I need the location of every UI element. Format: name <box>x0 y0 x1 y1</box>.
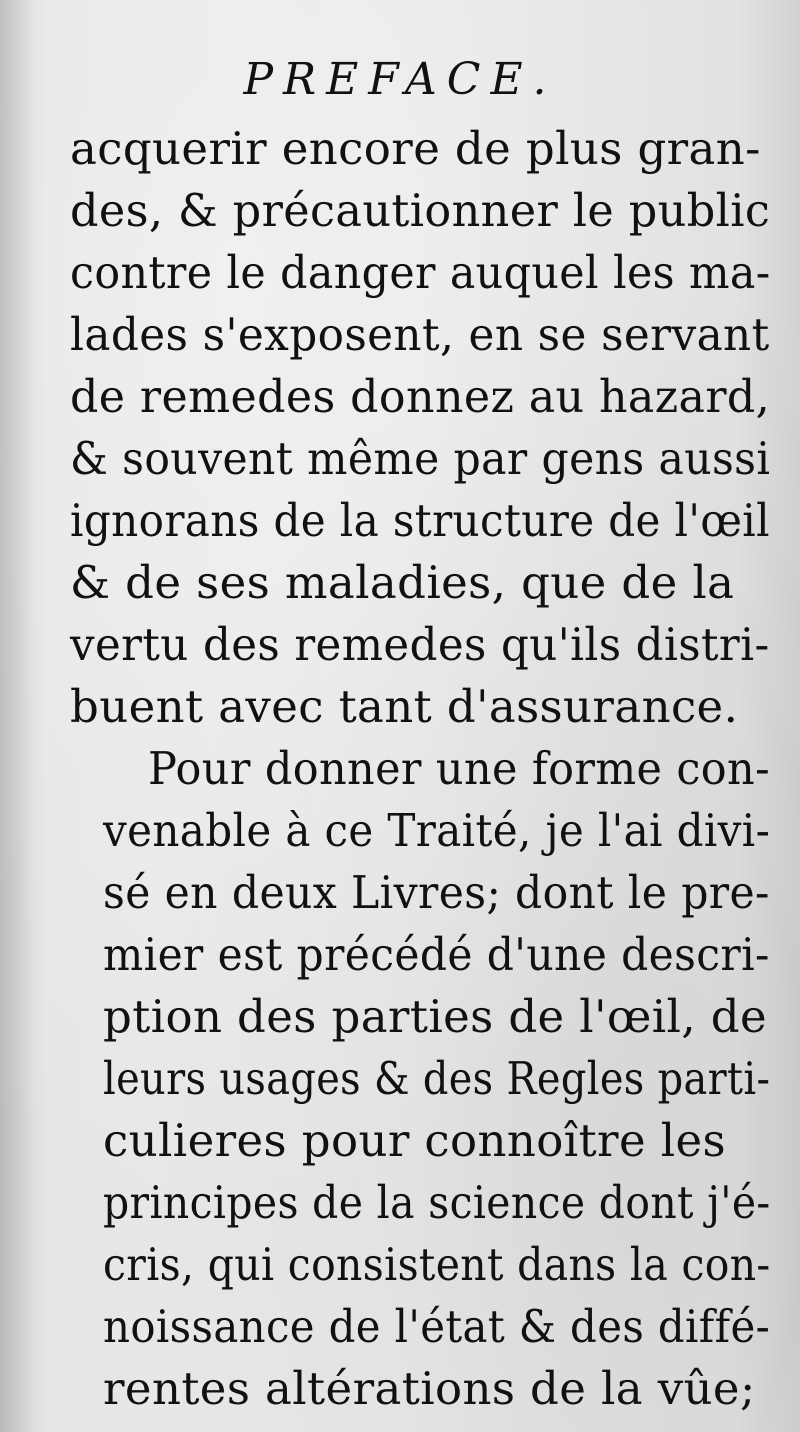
text-line: rentes altérations de la vûe; <box>103 1362 756 1415</box>
text-line: leurs usages & des Regles parti- <box>103 1052 771 1105</box>
text-line: Pour donner une forme con- <box>148 742 771 795</box>
text-line: lades s'exposent, en se servant <box>70 308 770 361</box>
text-line: principes de la science dont j'é- <box>103 1176 771 1229</box>
text-line: venable à ce Traité, je l'ai divi- <box>103 804 771 857</box>
text-line: des, & précautionner le public <box>70 184 771 237</box>
text-line: & souvent même par gens aussi <box>70 432 771 485</box>
text-line: vertu des remedes qu'ils distri- <box>70 618 770 671</box>
text-line: mier est précédé d'une descri- <box>103 928 770 981</box>
text-line: culieres pour connoître les <box>103 1114 727 1167</box>
text-line: acquerir encore de plus gran- <box>70 122 761 175</box>
text-line: contre le danger auquel les ma- <box>70 246 771 299</box>
text-line: sé en deux Livres; dont le pre- <box>103 866 770 919</box>
text-line: buent avec tant d'assurance. <box>70 680 739 733</box>
text-line: noissance de l'état & des diffé- <box>103 1300 771 1353</box>
text-line: ignorans de la structure de l'œil <box>70 494 770 547</box>
text-line: de remedes donnez au hazard, <box>70 370 771 423</box>
text-line: ption des parties de l'œil, de <box>103 990 767 1043</box>
text-line: & de ses maladies, que de la <box>70 556 735 609</box>
running-title: PREFACE. <box>243 54 557 105</box>
text-line: cris, qui consistent dans la con- <box>103 1238 771 1291</box>
